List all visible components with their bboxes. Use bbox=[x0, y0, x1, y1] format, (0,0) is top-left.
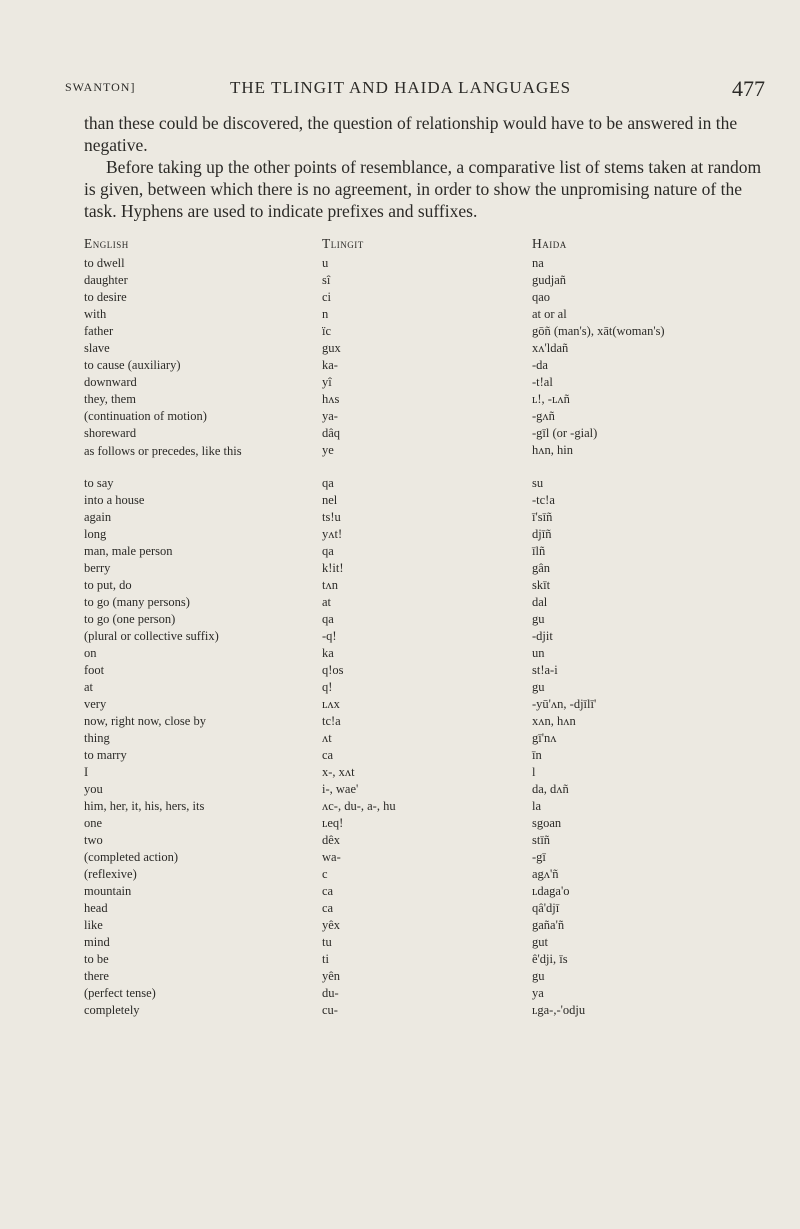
haida-cell: ʟga-,-'odju bbox=[532, 1003, 586, 1017]
tlingit-cell: qa bbox=[322, 612, 334, 626]
table-row bbox=[84, 697, 784, 714]
english-cell: there bbox=[84, 969, 109, 983]
english-cell: slave bbox=[84, 341, 110, 355]
haida-cell: gaña'ñ bbox=[532, 918, 565, 932]
haida-cell: -yū'ʌn, -djīlī' bbox=[532, 697, 597, 711]
table-row bbox=[84, 731, 784, 748]
table-row bbox=[84, 307, 784, 324]
english-cell: (reflexive) bbox=[84, 867, 137, 881]
header-tlingit: Tlingit bbox=[322, 236, 364, 251]
english-cell: two bbox=[84, 833, 103, 847]
english-cell: like bbox=[84, 918, 103, 932]
table-row bbox=[84, 935, 784, 952]
haida-cell: -gʌñ bbox=[532, 409, 555, 423]
table-row bbox=[84, 629, 784, 646]
haida-cell: su bbox=[532, 476, 544, 490]
page-number: 477 bbox=[732, 76, 765, 101]
tlingit-cell: hʌs bbox=[322, 392, 340, 406]
table-header-row bbox=[84, 236, 784, 256]
header-haida: Haida bbox=[532, 236, 567, 251]
haida-cell: hʌn, hin bbox=[532, 443, 573, 457]
table-row bbox=[84, 765, 784, 782]
tlingit-cell: ya- bbox=[322, 409, 338, 423]
tlingit-cell: ti bbox=[322, 952, 329, 966]
haida-cell: -tc!a bbox=[532, 493, 555, 507]
haida-cell: ʟdaga'o bbox=[532, 884, 570, 898]
tlingit-cell: tu bbox=[322, 935, 332, 949]
table-row bbox=[84, 901, 784, 918]
tlingit-cell: ïc bbox=[322, 324, 332, 338]
intro-text bbox=[84, 112, 774, 222]
tlingit-cell: nel bbox=[322, 493, 338, 507]
english-cell: man, male person bbox=[84, 544, 173, 558]
haida-cell: qao bbox=[532, 290, 551, 304]
haida-cell: dal bbox=[532, 595, 548, 609]
english-cell: as follows or precedes, like this bbox=[84, 444, 242, 458]
english-cell: to dwell bbox=[84, 256, 125, 270]
table-row bbox=[84, 426, 784, 443]
tlingit-cell: gux bbox=[322, 341, 341, 355]
tlingit-cell: qa bbox=[322, 476, 334, 490]
running-header bbox=[65, 78, 765, 102]
table-row bbox=[84, 476, 784, 493]
tlingit-cell: ʌt bbox=[322, 731, 332, 745]
haida-cell: un bbox=[532, 646, 545, 660]
haida-cell: da, dʌñ bbox=[532, 782, 569, 796]
table-row bbox=[84, 680, 784, 697]
table-row bbox=[84, 850, 784, 867]
table-row bbox=[84, 646, 784, 663]
haida-cell: la bbox=[532, 799, 542, 813]
haida-cell: -djit bbox=[532, 629, 553, 643]
table-row bbox=[84, 256, 784, 273]
haida-cell: djīñ bbox=[532, 527, 552, 541]
haida-cell: at or al bbox=[532, 307, 567, 321]
english-cell: long bbox=[84, 527, 107, 541]
tlingit-cell: -q! bbox=[322, 629, 337, 643]
english-cell: head bbox=[84, 901, 108, 915]
tlingit-cell: i-, wae' bbox=[322, 782, 359, 796]
author-header: SWANTON] bbox=[65, 80, 136, 94]
haida-cell: st!a-i bbox=[532, 663, 558, 677]
tlingit-cell: ci bbox=[322, 290, 332, 304]
english-cell: to say bbox=[84, 476, 114, 490]
tlingit-cell: du- bbox=[322, 986, 339, 1000]
table-row bbox=[84, 324, 784, 341]
header-english: English bbox=[84, 236, 129, 251]
tlingit-cell: tc!a bbox=[322, 714, 341, 728]
table-row bbox=[84, 561, 784, 578]
tlingit-cell: at bbox=[322, 595, 332, 609]
english-cell: again bbox=[84, 510, 112, 524]
haida-cell: xʌn, hʌn bbox=[532, 714, 576, 728]
english-cell: I bbox=[84, 765, 89, 779]
tlingit-cell: qa bbox=[322, 544, 334, 558]
haida-cell: gī'nʌ bbox=[532, 731, 557, 745]
table-row bbox=[84, 952, 784, 969]
english-cell: with bbox=[84, 307, 107, 321]
tlingit-cell: ts!u bbox=[322, 510, 341, 524]
english-cell: one bbox=[84, 816, 103, 830]
table-row bbox=[84, 714, 784, 731]
tlingit-cell: wa- bbox=[322, 850, 341, 864]
haida-cell: ʟ!, -ʟʌñ bbox=[532, 392, 570, 406]
haida-cell: ī'sīñ bbox=[532, 510, 553, 524]
english-cell: (perfect tense) bbox=[84, 986, 156, 1000]
tlingit-cell: ka bbox=[322, 646, 334, 660]
haida-cell: -gī bbox=[532, 850, 546, 864]
english-cell: foot bbox=[84, 663, 105, 677]
tlingit-cell: q!os bbox=[322, 663, 344, 677]
table-row bbox=[84, 816, 784, 833]
english-cell: downward bbox=[84, 375, 137, 389]
haida-cell: gu bbox=[532, 680, 545, 694]
english-cell: to be bbox=[84, 952, 109, 966]
english-cell: completely bbox=[84, 1003, 140, 1017]
table-row bbox=[84, 884, 784, 901]
table-row bbox=[84, 510, 784, 527]
table-row bbox=[84, 969, 784, 986]
haida-cell: -gīl (or -gial) bbox=[532, 426, 598, 440]
haida-cell: qâ'djī bbox=[532, 901, 560, 915]
table-row bbox=[84, 595, 784, 612]
haida-cell: agʌ'ñ bbox=[532, 867, 559, 881]
tlingit-cell: ye bbox=[322, 443, 334, 457]
table-row bbox=[84, 918, 784, 935]
english-cell: to cause (auxiliary) bbox=[84, 358, 181, 372]
haida-cell: xʌ'ldañ bbox=[532, 341, 569, 355]
haida-cell: ya bbox=[532, 986, 544, 1000]
table-row bbox=[84, 409, 784, 426]
vocabulary-table bbox=[84, 236, 784, 1020]
tlingit-cell: ca bbox=[322, 748, 334, 762]
english-cell: (continuation of motion) bbox=[84, 409, 207, 423]
tlingit-cell: c bbox=[322, 867, 328, 881]
haida-cell: -t!al bbox=[532, 375, 553, 389]
tlingit-cell: q! bbox=[322, 680, 333, 694]
table-row bbox=[84, 290, 784, 307]
english-cell: on bbox=[84, 646, 97, 660]
tlingit-cell: ca bbox=[322, 884, 334, 898]
tlingit-cell: sî bbox=[322, 273, 331, 287]
table-row bbox=[84, 443, 784, 476]
english-cell: to go (many persons) bbox=[84, 595, 190, 609]
haida-cell: sgoan bbox=[532, 816, 562, 830]
tlingit-cell: ka- bbox=[322, 358, 338, 372]
haida-cell: ê'dji, īs bbox=[532, 952, 568, 966]
haida-cell: l bbox=[532, 765, 536, 779]
tlingit-cell: dâq bbox=[322, 426, 341, 440]
table-row bbox=[84, 1003, 784, 1020]
english-cell: to desire bbox=[84, 290, 127, 304]
haida-cell: gân bbox=[532, 561, 551, 575]
tlingit-cell: cu- bbox=[322, 1003, 338, 1017]
english-cell: (plural or collective suffix) bbox=[84, 629, 219, 643]
table-row bbox=[84, 544, 784, 561]
english-cell: at bbox=[84, 680, 94, 694]
english-cell: now, right now, close by bbox=[84, 714, 206, 728]
tlingit-cell: n bbox=[322, 307, 329, 321]
table-row bbox=[84, 358, 784, 375]
table-row bbox=[84, 612, 784, 629]
english-cell: they, them bbox=[84, 392, 136, 406]
english-cell: shoreward bbox=[84, 426, 137, 440]
haida-cell: gut bbox=[532, 935, 548, 949]
tlingit-cell: u bbox=[322, 256, 329, 270]
english-cell: very bbox=[84, 697, 107, 711]
tlingit-cell: yʌt! bbox=[322, 527, 343, 541]
english-cell: mountain bbox=[84, 884, 132, 898]
english-cell: to marry bbox=[84, 748, 127, 762]
haida-cell: gu bbox=[532, 969, 545, 983]
english-cell: father bbox=[84, 324, 114, 338]
haida-cell: īlñ bbox=[532, 544, 546, 558]
tlingit-cell: x-, xʌt bbox=[322, 765, 355, 779]
table-row bbox=[84, 867, 784, 884]
tlingit-cell: yî bbox=[322, 375, 332, 389]
book-title-header: THE TLINGIT AND HAIDA LANGUAGES bbox=[230, 78, 572, 97]
english-cell: (completed action) bbox=[84, 850, 179, 864]
table-row bbox=[84, 782, 784, 799]
haida-cell: na bbox=[532, 256, 544, 270]
table-row bbox=[84, 833, 784, 850]
table-row bbox=[84, 493, 784, 510]
table-row bbox=[84, 799, 784, 816]
tlingit-cell: yên bbox=[322, 969, 341, 983]
english-cell: to go (one person) bbox=[84, 612, 176, 626]
table-row bbox=[84, 392, 784, 409]
tlingit-cell: ca bbox=[322, 901, 334, 915]
tlingit-cell: tʌn bbox=[322, 578, 338, 592]
haida-cell: īn bbox=[532, 748, 542, 762]
table-row bbox=[84, 986, 784, 1003]
tlingit-cell: dêx bbox=[322, 833, 341, 847]
intro-paragraph-2: Before taking up the other points of resemblance, a comparative list of stems taken at random is given, between which there is no agreement, in order to show the unpromising nature of the task. Hyphens are used to indicate prefixes and suffixes. bbox=[84, 157, 762, 221]
english-cell: you bbox=[84, 782, 103, 796]
table-row bbox=[84, 273, 784, 290]
table-row bbox=[84, 527, 784, 544]
english-cell: daughter bbox=[84, 273, 128, 287]
english-cell: thing bbox=[84, 731, 110, 745]
table-row bbox=[84, 663, 784, 680]
table-row bbox=[84, 578, 784, 595]
table-row bbox=[84, 375, 784, 392]
haida-cell: gu bbox=[532, 612, 545, 626]
english-cell: to put, do bbox=[84, 578, 132, 592]
haida-cell: -da bbox=[532, 358, 548, 372]
haida-cell: gudjañ bbox=[532, 273, 567, 287]
english-cell: mind bbox=[84, 935, 110, 949]
english-cell: him, her, it, his, hers, its bbox=[84, 799, 205, 813]
haida-cell: skīt bbox=[532, 578, 551, 592]
tlingit-cell: ʟeq! bbox=[322, 816, 344, 830]
tlingit-cell: yêx bbox=[322, 918, 341, 932]
haida-cell: gōñ (man's), xāt(woman's) bbox=[532, 324, 665, 338]
haida-cell: stīñ bbox=[532, 833, 551, 847]
tlingit-cell: k!it! bbox=[322, 561, 344, 575]
english-cell: berry bbox=[84, 561, 111, 575]
table-row bbox=[84, 341, 784, 358]
intro-paragraph-1: than these could be discovered, the question of relationship would have to be answered in the negative. bbox=[84, 113, 738, 155]
tlingit-cell: ʌc-, du-, a-, hu bbox=[322, 799, 396, 813]
english-cell: into a house bbox=[84, 493, 145, 507]
table-row bbox=[84, 748, 784, 765]
tlingit-cell: ʟʌx bbox=[322, 697, 340, 711]
